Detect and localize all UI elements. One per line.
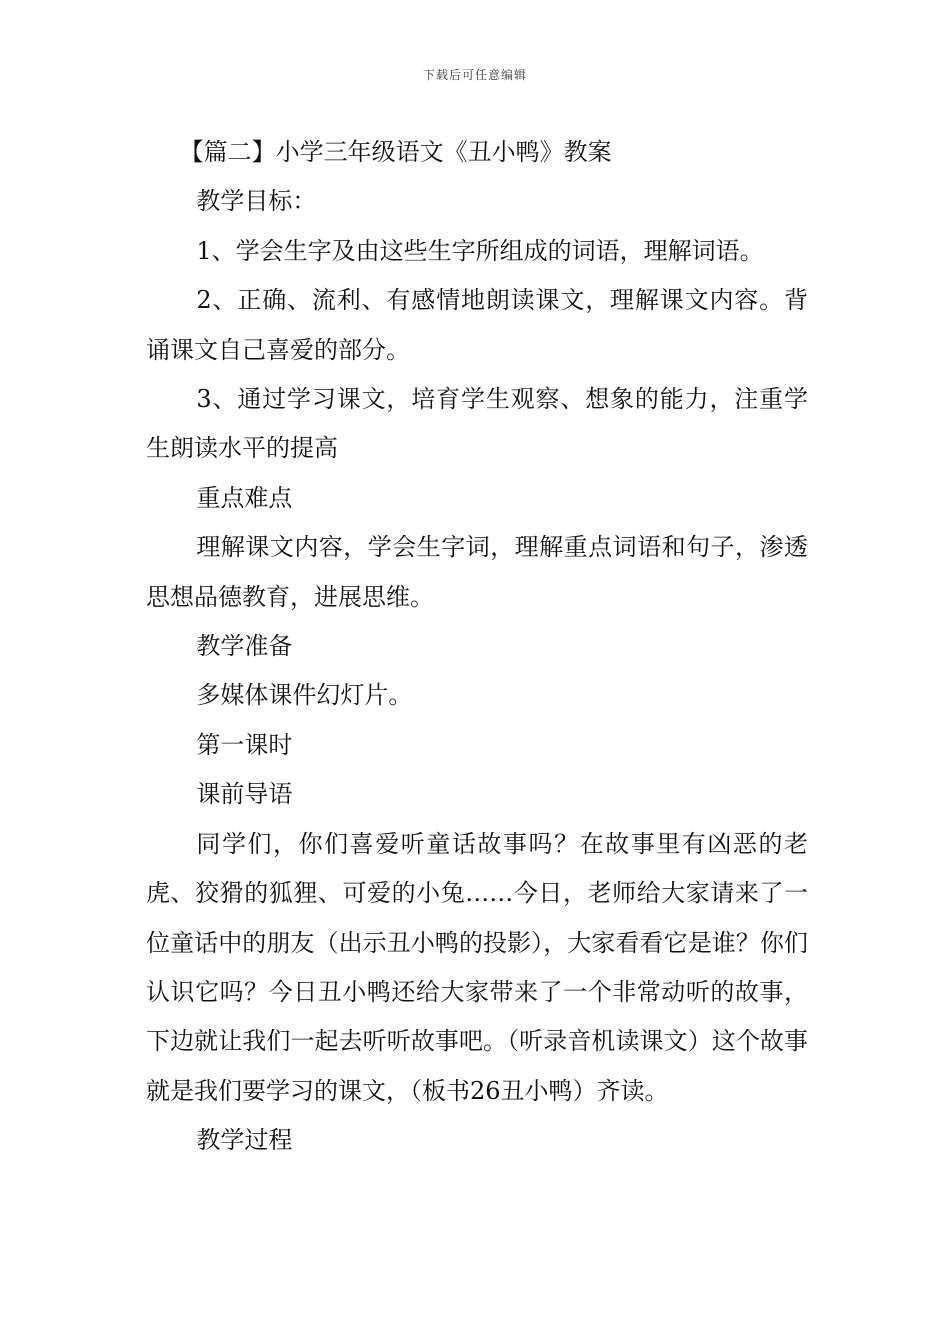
heading-preparation: 教学准备 [196, 632, 293, 661]
heading-key-points: 重点难点 [196, 483, 293, 512]
page-header-note: 下载后可任意编辑 [422, 68, 527, 82]
goal-item-2: 2、正确、流利、有感情地朗读课文，理解课文内容。背诵课文自己喜爱的部分。 [146, 286, 808, 364]
preparation-text: 多媒体课件幻灯片。 [196, 681, 413, 710]
key-points-text: 理解课文内容，学会生字词，理解重点词语和句子，渗透思想品德教育，进展思维。 [146, 533, 808, 611]
goal-item-1: 1、学会生字及由这些生字所组成的词语，理解词语。 [196, 236, 764, 265]
heading-first-lesson: 第一课时 [196, 730, 293, 759]
intro-text: 同学们，你们喜爱听童话故事吗？在故事里有凶恶的老虎、狡猾的狐狸、可爱的小兔……今日，老师给大家请来了一位童话中的朋友（出示丑小鸭的投影），大家看看它是谁？你们认识它吗？今日丑小鸭还给大家带来了一个非常动听的故事，下边就让我们一起去听听故事吧。（听录音机读课文）这个故事就是我们要学习的课文，（板书26丑小鸭）齐读。 [146, 829, 808, 1105]
heading-teaching-goals: 教学目标： [196, 187, 317, 216]
heading-intro: 课前导语 [196, 780, 293, 809]
document-body [146, 128, 808, 1166]
heading-teaching-process: 教学过程 [196, 1126, 293, 1155]
goal-item-3: 3、通过学习课文，培育学生观察、想象的能力，注重学生朗读水平的提高 [146, 385, 808, 463]
document-title: 【篇二】小学三年级语文《丑小鸭》教案 [179, 138, 612, 166]
